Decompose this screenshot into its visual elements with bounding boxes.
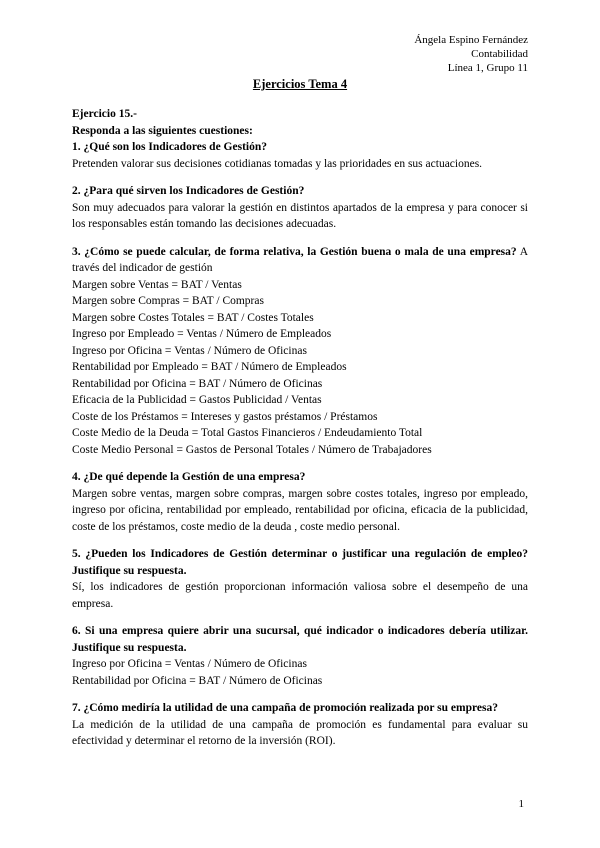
formula-line: Coste Medio Personal = Gastos de Personal Totales / Número de Trabajadores [72, 443, 432, 456]
group-label: Línea 1, Grupo 11 [447, 62, 528, 74]
exercise-instruction: Responda a las siguientes cuestiones: [72, 124, 253, 137]
answer-7: La medición de la utilidad de una campaña de promoción es fundamental para evaluar su efectividad y determinar el retorno de la inversión (ROI). [72, 718, 528, 747]
formula-line: Margen sobre Ventas = BAT / Ventas [72, 278, 242, 291]
question-2: 2. ¿Para qué sirven los Indicadores de Gestión? [72, 185, 305, 197]
formula-line: Coste de los Préstamos = Intereses y gastos préstamos / Préstamos [72, 410, 378, 423]
formula-line: Ingreso por Empleado = Ventas / Número de Empleados [72, 328, 332, 340]
formula-line: Margen sobre Costes Totales = BAT / Costes Totales [72, 311, 314, 324]
question-3: 3. ¿Cómo se puede calcular, de forma relativa, la Gestión buena o mala de una empresa? [72, 245, 517, 258]
answer-2: Son muy adecuados para valorar la gestión en distintos apartados de la empresa y para conocer si los responsables están tomando las decisiones adecuadas. [72, 201, 528, 230]
author-name: Ángela Espino Fernández [414, 34, 528, 46]
question-3-block [72, 244, 528, 277]
formula-line: Rentabilidad por Oficina = BAT / Número de Oficinas [72, 674, 323, 687]
subject-name: Contabilidad [471, 48, 528, 60]
answer-5: Sí, los indicadores de gestión proporcionan información valiosa sobre el desempeño de una empresa. [72, 581, 528, 610]
answer-1: Pretenden valorar sus decisiones cotidianas tomadas y las prioridades en sus actuaciones. [72, 157, 483, 170]
answer-3-inline: A través del indicador de gestión [72, 245, 528, 274]
page-number: 1 [518, 798, 524, 810]
document-body [72, 106, 528, 750]
formula-line: Margen sobre Compras = BAT / Compras [72, 295, 264, 307]
question-6: 6. Si una empresa quiere abrir una sucursal, qué indicador o indicadores debería utilizar. Justifique su respuesta. [72, 625, 528, 654]
formula-line: Ingreso por Oficina = Ventas / Número de Oficinas [72, 344, 307, 357]
answer-4: Margen sobre ventas, margen sobre compras, margen sobre costes totales, ingreso por empleado, ingreso por oficina, rentabilidad por empleado, rentabilidad por oficina, eficacia de la publicidad, coste de los préstamos, coste medio de la deuda , coste medio personal. [72, 487, 528, 533]
question-1: 1. ¿Qué son los Indicadores de Gestión? [72, 141, 267, 153]
question-4: 4. ¿De qué depende la Gestión de una empresa? [72, 471, 306, 483]
document-title: Ejercicios Tema 4 [252, 77, 348, 91]
formula-line: Ingreso por Oficina = Ventas / Número de Oficinas [72, 658, 307, 670]
question-7: 7. ¿Cómo mediría la utilidad de una campaña de promoción realizada por su empresa? [72, 702, 498, 714]
formula-line: Coste Medio de la Deuda = Total Gastos Financieros / Endeudamiento Total [72, 427, 423, 439]
formula-line: Eficacia de la Publicidad = Gastos Publicidad / Ventas [72, 394, 322, 406]
formula-line: Rentabilidad por Empleado = BAT / Número de Empleados [72, 361, 347, 373]
page-header [414, 33, 528, 75]
formula-line: Rentabilidad por Oficina = BAT / Número de Oficinas [72, 377, 323, 390]
exercise-label: Ejercicio 15.- [72, 108, 137, 120]
question-5: 5. ¿Pueden los Indicadores de Gestión determinar o justificar una regulación de empleo? Justifique su respuesta. [72, 548, 528, 577]
